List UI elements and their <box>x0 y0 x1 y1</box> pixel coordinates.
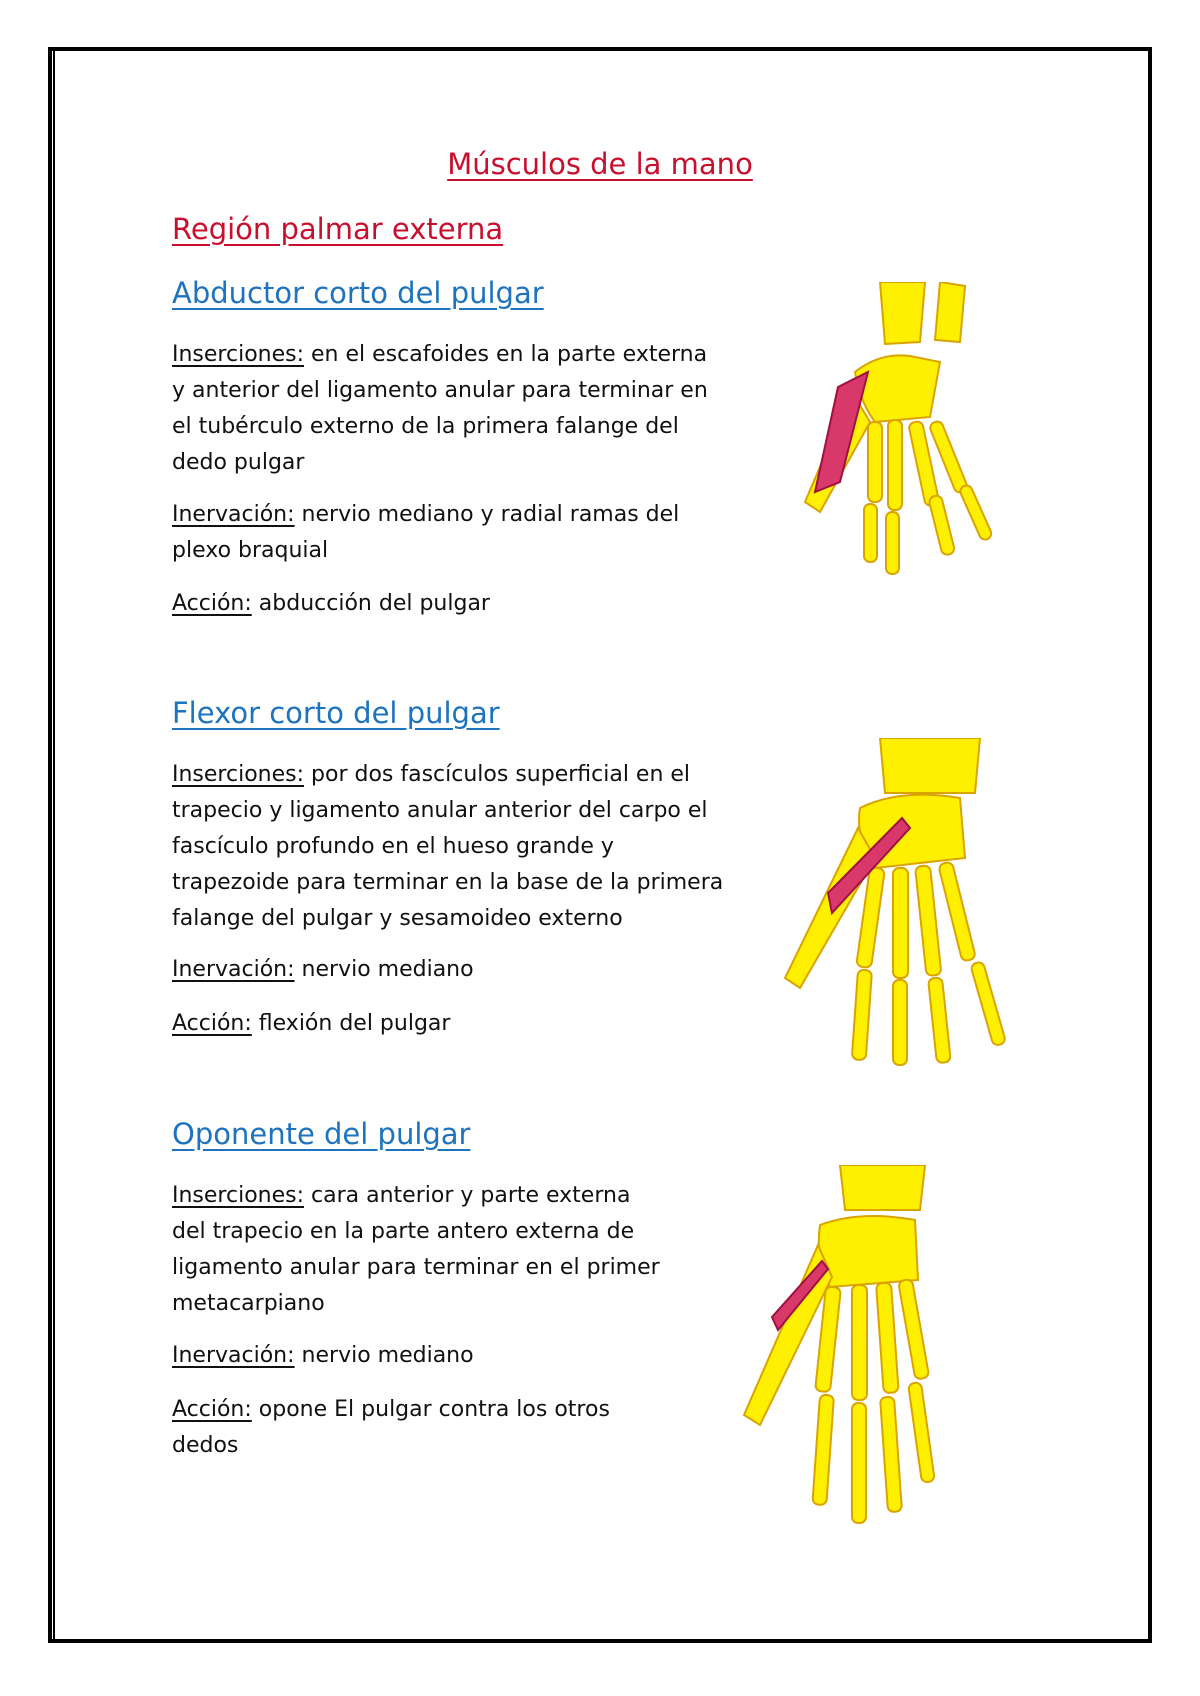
inserciones-label: Inserciones: <box>172 342 305 367</box>
page-title: Músculos de la mano <box>447 147 753 181</box>
muscle-heading-abductor: Abductor corto del pulgar <box>172 276 544 310</box>
region-heading: Región palmar externa <box>172 212 504 246</box>
text-line: dedo pulgar <box>172 450 305 475</box>
inervacion-label: Inervación: <box>172 957 295 982</box>
text-line: el tubérculo externo de la primera falange del <box>172 414 679 439</box>
text-line: en el escafoides en la parte externa <box>311 342 708 367</box>
text-line: metacarpiano <box>172 1291 325 1316</box>
text-line: fascículo profundo en el hueso grande y <box>172 834 614 859</box>
text-line: opone El pulgar contra los otros <box>258 1397 610 1422</box>
inervacion-flexor <box>172 952 474 988</box>
accion-flexor <box>172 1006 450 1042</box>
page-border-inner-line <box>53 50 55 1640</box>
hand-skeleton-abductor-icon <box>780 282 1030 582</box>
inervacion-label: Inervación: <box>172 1343 295 1368</box>
text-line: del trapecio en la parte antero externa de <box>172 1219 635 1244</box>
inervacion-abductor <box>172 497 679 569</box>
inervacion-oponente <box>172 1338 474 1374</box>
inervacion-label: Inervación: <box>172 502 295 527</box>
inserciones-oponente <box>172 1178 660 1322</box>
accion-abductor <box>172 586 490 622</box>
text-line: falange del pulgar y sesamoideo externo <box>172 906 623 931</box>
text-line: y anterior del ligamento anular para terminar en <box>172 378 708 403</box>
accion-oponente <box>172 1392 610 1464</box>
text-line: trapecio y ligamento anular anterior del carpo el <box>172 798 708 823</box>
text-line: abducción del pulgar <box>258 591 490 616</box>
text-line: cara anterior y parte externa <box>311 1183 631 1208</box>
hand-skeleton-oponente-icon <box>730 1165 960 1535</box>
text-line: nervio mediano <box>301 1343 474 1368</box>
accion-label: Acción: <box>172 1011 252 1036</box>
text-line: nervio mediano <box>301 957 474 982</box>
text-line: trapezoide para terminar en la base de la primera <box>172 870 724 895</box>
text-line: plexo braquial <box>172 538 329 563</box>
inserciones-flexor <box>172 757 723 937</box>
muscle-heading-flexor: Flexor corto del pulgar <box>172 696 500 730</box>
accion-label: Acción: <box>172 1397 252 1422</box>
muscle-heading-oponente: Oponente del pulgar <box>172 1117 471 1151</box>
text-line: nervio mediano y radial ramas del <box>301 502 680 527</box>
text-line: ligamento anular para terminar en el primer <box>172 1255 660 1280</box>
text-line: por dos fascículos superficial en el <box>311 762 691 787</box>
accion-label: Acción: <box>172 591 252 616</box>
text-line: dedos <box>172 1433 239 1458</box>
inserciones-label: Inserciones: <box>172 1183 305 1208</box>
inserciones-abductor <box>172 337 708 481</box>
hand-skeleton-flexor-icon <box>780 738 1040 1068</box>
text-line: flexión del pulgar <box>258 1011 451 1036</box>
inserciones-label: Inserciones: <box>172 762 305 787</box>
